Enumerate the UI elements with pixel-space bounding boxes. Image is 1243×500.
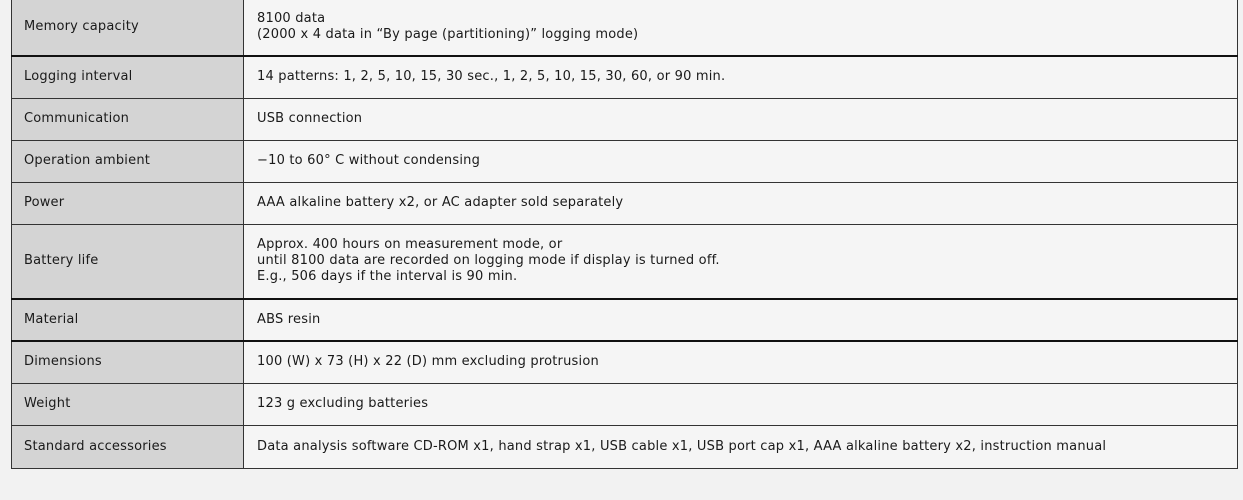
spec-value-line: 14 patterns: 1, 2, 5, 10, 15, 30 sec., 1, 2, 5, 10, 15, 30, 60, or 90 min. bbox=[257, 69, 726, 85]
spec-label: Logging interval bbox=[12, 56, 244, 98]
spec-value bbox=[244, 341, 1238, 383]
spec-row-weight bbox=[12, 383, 1238, 425]
spec-value bbox=[244, 56, 1238, 98]
spec-value bbox=[244, 224, 1238, 299]
spec-value-line: −10 to 60° C without condensing bbox=[257, 153, 481, 168]
spec-row-memory-capacity bbox=[12, 0, 1238, 56]
spec-value-line: (2000 x 4 data in “By page (partitioning)” logging mode) bbox=[257, 26, 639, 42]
spec-value-line: 100 (W) x 73 (H) x 22 (D) mm excluding protrusion bbox=[257, 354, 599, 370]
spec-value bbox=[244, 383, 1238, 425]
spec-row-battery-life bbox=[12, 224, 1238, 299]
spec-label: Memory capacity bbox=[12, 0, 244, 56]
spec-value bbox=[244, 98, 1238, 140]
spec-value bbox=[244, 299, 1238, 341]
spec-label: Dimensions bbox=[12, 341, 244, 383]
spec-value bbox=[244, 182, 1238, 224]
spec-table bbox=[11, 0, 1238, 469]
spec-row-logging-interval bbox=[12, 56, 1238, 98]
spec-value-line: until 8100 data are recorded on logging mode if display is turned off. bbox=[257, 253, 720, 269]
spec-row-power bbox=[12, 182, 1238, 224]
spec-value-line: Approx. 400 hours on measurement mode, or bbox=[257, 237, 563, 253]
spec-label: Power bbox=[12, 182, 244, 224]
spec-value-line: USB connection bbox=[257, 111, 363, 126]
spec-row-dimensions bbox=[12, 341, 1238, 383]
spec-value-line: Data analysis software CD-ROM x1, hand strap x1, USB cable x1, USB port cap x1, AAA alkaline battery x2, instruction manual bbox=[257, 438, 1107, 454]
spec-row-operation-ambient bbox=[12, 140, 1238, 182]
spec-label: Communication bbox=[12, 98, 244, 140]
spec-row-communication bbox=[12, 98, 1238, 140]
spec-row-material bbox=[12, 299, 1238, 341]
spec-label: Material bbox=[12, 299, 244, 341]
spec-value-line: ABS resin bbox=[257, 312, 321, 327]
spec-label: Weight bbox=[12, 383, 244, 425]
spec-value-line: AAA alkaline battery x2, or AC adapter sold separately bbox=[257, 195, 624, 210]
spec-label: Operation ambient bbox=[12, 140, 244, 182]
spec-label: Battery life bbox=[12, 224, 244, 299]
spec-row-standard-accessories bbox=[12, 425, 1238, 468]
spec-value bbox=[244, 140, 1238, 182]
spec-value-line: 8100 data bbox=[257, 10, 326, 26]
spec-value-line: 123 g excluding batteries bbox=[257, 396, 429, 411]
spec-value bbox=[244, 0, 1238, 56]
spec-value bbox=[244, 425, 1238, 468]
spec-value-line: E.g., 506 days if the interval is 90 min. bbox=[257, 269, 518, 285]
spec-label: Standard accessories bbox=[12, 425, 244, 468]
